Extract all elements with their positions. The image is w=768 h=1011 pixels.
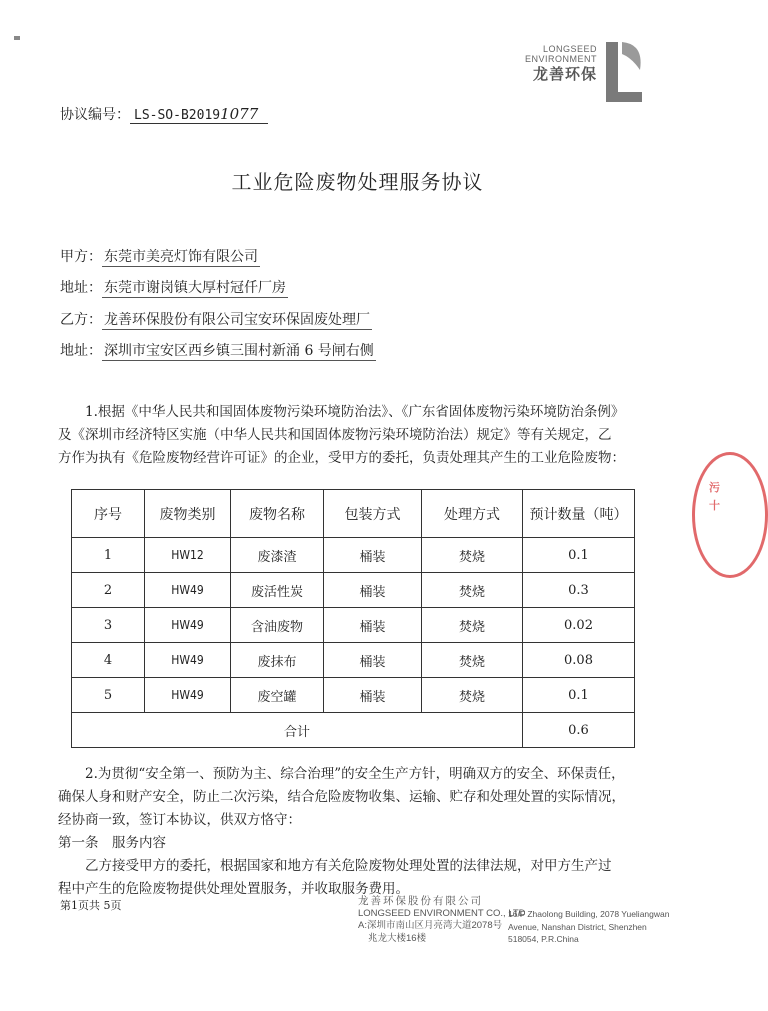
col-header: 废物名称	[231, 490, 324, 538]
cell: HW49	[145, 643, 231, 678]
col-header: 废物类别	[145, 490, 231, 538]
footer-company-cn: 龙善环保股份有限公司	[358, 895, 483, 907]
table-row	[72, 608, 635, 643]
party-value: 深圳市宝安区西乡镇三围村新涌 6 号闸右侧	[104, 343, 374, 359]
cell: 焚烧	[422, 538, 523, 573]
cell: HW49	[145, 678, 231, 713]
article-1-title: 第一条 服务内容	[58, 835, 166, 851]
article-1-line: 程中产生的危险废物提供处理处置服务，并收取服务费用。	[58, 881, 409, 897]
clause-2	[58, 763, 666, 901]
cell: HW49	[145, 608, 231, 643]
party-label: 地址：	[60, 280, 102, 296]
footer-address-en	[508, 908, 669, 946]
clause-1-line: 及《深圳市经济特区实施（中华人民共和国固体废物污染环境防治法）规定》等有关规定，乙	[58, 427, 612, 443]
party-a-address	[60, 277, 288, 297]
clause-2-line: 确保人身和财产安全，防止二次污染，结合危险废物收集、运输、贮存和处理处置的实际情况，	[58, 789, 625, 805]
agreement-number-value	[130, 105, 268, 124]
cell: 废活性炭	[231, 573, 324, 608]
party-value: 东莞市美亮灯饰有限公司	[104, 249, 258, 265]
table-row	[72, 678, 635, 713]
agreement-number-prefix: LS-SO-B2019	[134, 108, 221, 123]
party-label: 甲方：	[60, 249, 102, 265]
page-number: 第1页共 5页	[60, 899, 122, 912]
cell: 焚烧	[422, 643, 523, 678]
party-label: 地址：	[60, 343, 102, 359]
footer-address-cn: 兆龙大楼16楼	[368, 932, 427, 944]
footer-address-cn: A:深圳市南山区月亮湾大道2078号	[358, 920, 503, 931]
cell: HW12	[145, 538, 231, 573]
footer-address-en-line: 518054, P.R.China	[508, 934, 579, 944]
cell: 桶装	[324, 538, 422, 573]
cell: 焚烧	[422, 678, 523, 713]
party-value: 龙善环保股份有限公司宝安环保固废处理厂	[104, 312, 370, 328]
table-header-row	[72, 490, 635, 538]
cell: 焚烧	[422, 608, 523, 643]
table-row	[72, 643, 635, 678]
clause-1	[58, 401, 666, 470]
cell: HW49	[145, 573, 231, 608]
total-value: 0.6	[523, 713, 635, 748]
document-title: 工业危险废物处理服务协议	[231, 170, 484, 194]
red-seal-stamp	[692, 452, 768, 578]
col-header: 序号	[72, 490, 145, 538]
clause-1-line: 方作为执有《危险废物经营许可证》的企业，受甲方的委托，负责处理其产生的工业危险废物：	[58, 450, 625, 466]
clause-2-line: 2.为贯彻“安全第一、预防为主、综合治理”的安全生产方针，明确双方的安全、环保责任，	[85, 766, 625, 782]
cell: 桶装	[324, 678, 422, 713]
party-a-name	[60, 246, 260, 266]
stamp-char: 十	[709, 499, 720, 512]
total-label: 合计	[72, 713, 523, 748]
cell: 4	[72, 643, 145, 678]
col-header: 预计数量（吨）	[523, 490, 635, 538]
cell: 2	[72, 573, 145, 608]
article-1-line: 乙方接受甲方的委托，根据国家和地方有关危险废物处理处置的法律法规，对甲方生产过	[85, 858, 612, 874]
footer-company	[358, 895, 526, 945]
cell: 焚烧	[422, 573, 523, 608]
table-row	[72, 538, 635, 573]
logo-cn: 龙善环保	[532, 66, 597, 83]
footer-company-en: LONGSEED ENVIRONMENT CO., LTD	[358, 907, 526, 919]
footer-address-en-line: 16/F Zhaolong Building, 2078 Yueliangwan	[508, 909, 670, 919]
cell: 3	[72, 608, 145, 643]
agreement-number-label: 协议编号：	[60, 107, 130, 123]
party-b-address	[60, 340, 376, 360]
party-b-name	[60, 309, 372, 329]
table-total-row	[72, 713, 635, 748]
cell: 0.3	[523, 573, 635, 608]
col-header: 处理方式	[422, 490, 523, 538]
cell: 桶装	[324, 608, 422, 643]
cell: 0.08	[523, 643, 635, 678]
scan-mark	[14, 36, 20, 40]
cell: 桶装	[324, 643, 422, 678]
clause-2-line: 经协商一致，签订本协议，供双方恪守：	[58, 812, 301, 828]
longseed-logo-icon	[602, 40, 646, 104]
cell: 废抹布	[231, 643, 324, 678]
agreement-number-handwritten: 1077	[220, 105, 259, 123]
footer-address-en-line: Avenue, Nanshan District, Shenzhen	[508, 921, 647, 932]
party-label: 乙方：	[60, 312, 102, 328]
stamp-char: 污	[709, 481, 720, 494]
table-row	[72, 573, 635, 608]
cell: 0.1	[523, 538, 635, 573]
cell: 废漆渣	[231, 538, 324, 573]
company-logo-text	[525, 44, 597, 84]
cell: 桶装	[324, 573, 422, 608]
agreement-number	[60, 104, 268, 124]
logo-en-line2: ENVIRONMENT	[524, 54, 597, 64]
cell: 0.1	[523, 678, 635, 713]
cell: 0.02	[523, 608, 635, 643]
party-value: 东莞市谢岗镇大厚村冠仟厂房	[104, 280, 286, 296]
clause-1-line: 1.根据《中华人民共和国固体废物污染环境防治法》、《广东省固体废物污染环境防治条例》	[85, 404, 625, 420]
cell: 1	[72, 538, 145, 573]
waste-table	[71, 489, 635, 748]
logo-en-line1: LONGSEED	[542, 44, 597, 54]
cell: 含油废物	[231, 608, 324, 643]
cell: 5	[72, 678, 145, 713]
cell: 废空罐	[231, 678, 324, 713]
col-header: 包装方式	[324, 490, 422, 538]
